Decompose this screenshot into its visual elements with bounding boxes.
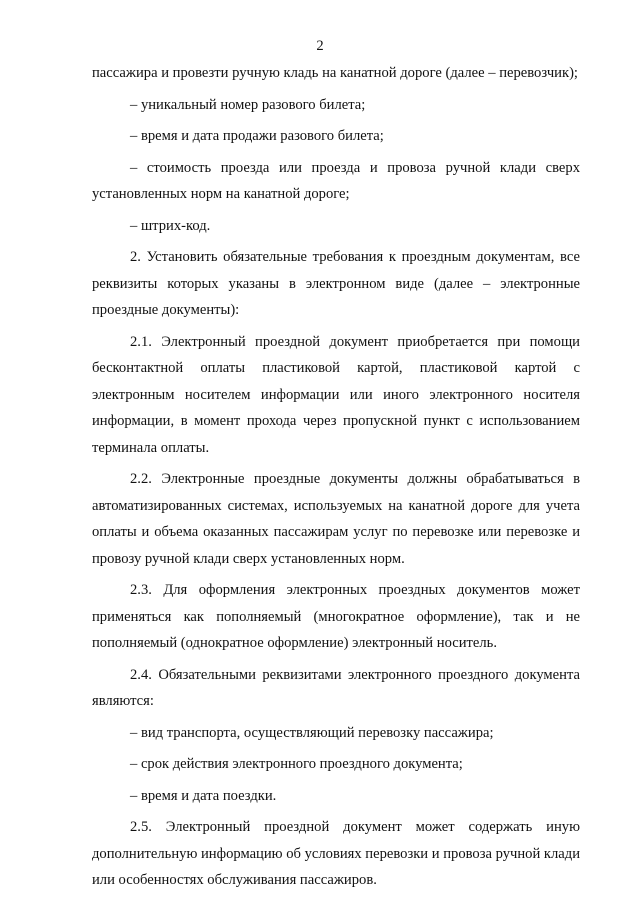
paragraph-2-2: 2.2. Электронные проездные документы должны обрабатываться в автоматизированных системах, используемых на канатной дороге для учета оплаты и объема оказанных пассажирам услуг по перевозке или перевозке и провозу ручной клади сверх установленных норм. [92,471,580,567]
paragraph-2-3: 2.3. Для оформления электронных проездных документов может применяться как пополняемый (многократное оформление), так и не пополняемый (однократное оформление) электронный носитель. [92,582,580,651]
paragraph-2-5: 2.5. Электронный проездной документ может содержать иную дополнительную информацию об условиях перевозки и провоза ручной клади или особенностях обслуживания пассажиров. [92,819,580,888]
list-item-fare-cost: – стоимость проезда или проезда и провоза ручной клади сверх установленных норм на канатной дороге; [92,159,580,202]
paragraph-2: 2. Установить обязательные требования к проездным документам, все реквизиты которых указаны в электронном виде (далее – электронные проездные документы): [92,249,580,318]
list-item-sale-time: – время и дата продажи разового билета; [130,128,384,144]
paragraph-2-4: 2.4. Обязательными реквизитами электронного проездного документа являются: [92,666,580,709]
list-item-trip-time: – время и дата поездки. [130,787,277,804]
paragraph-continuation: пассажира и провезти ручную кладь на канатной дороге (далее – перевозчик); [92,65,578,81]
list-item-barcode: – штрих-код. [130,217,211,234]
list-item-transport-type: – вид транспорта, осуществляющий перевозку пассажира; [130,724,494,741]
document-body [92,60,580,894]
list-item-ticket-number: – уникальный номер разового билета; [130,96,366,113]
paragraph-2-1: 2.1. Электронный проездной документ приобретается при помощи бесконтактной оплаты пластиковой картой, пластиковой картой с электронным носителем информации или иного электронного носителя информации, в момент прохода через пропускной пункт с использованием терминала оплаты. [92,333,580,456]
list-item-validity: – срок действия электронного проездного документа; [130,756,463,772]
page-number: 2 [316,38,324,54]
